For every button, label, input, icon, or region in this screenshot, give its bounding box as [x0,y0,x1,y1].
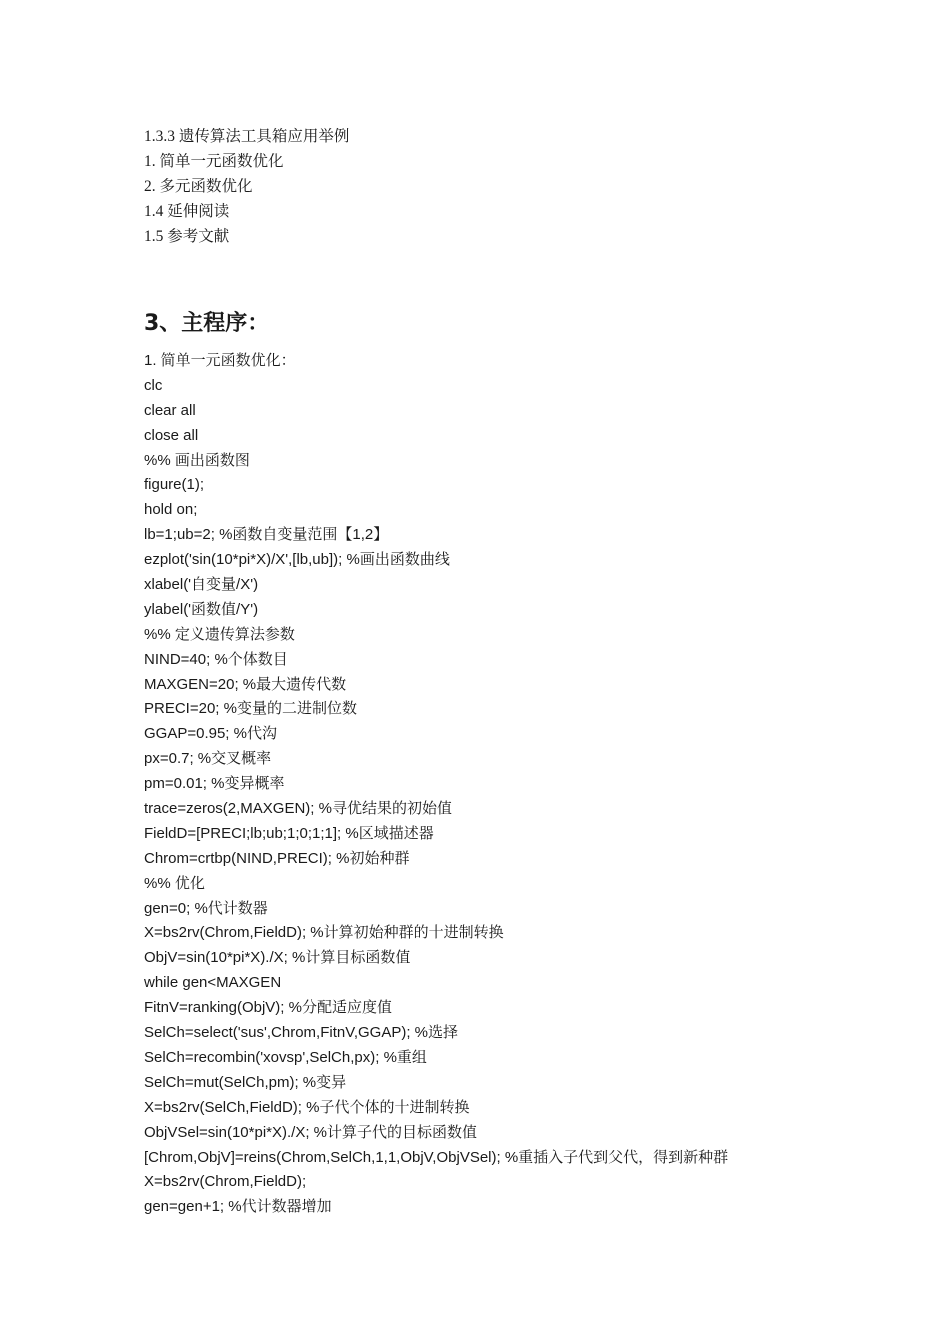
code-line: FitnV=ranking(ObjV); %分配适应度值 [144,999,392,1017]
code-line: ObjVSel=sin(10*pi*X)./X; %计算子代的目标函数值 [144,1123,478,1141]
code-line: hold on; [144,501,198,519]
code-line: %% 定义遗传算法参数 [144,625,295,643]
section-spacer [144,249,844,299]
code-line: close all [144,426,199,444]
code-line: px=0.7; %交叉概率 [144,750,272,768]
toc-item: 2. 多元函数优化 [144,178,253,195]
code-line: xlabel('自变量/X') [144,576,259,594]
code-line: pm=0.01; %变异概率 [144,775,285,793]
code-line: NIND=40; %个体数目 [144,650,288,668]
code-line: SelCh=select('sus',Chrom,FitnV,GGAP); %选择 [144,1024,459,1042]
code-line: gen=0; %代计数器 [144,899,268,917]
code-line: Chrom=crtbp(NIND,PRECI); %初始种群 [144,849,410,867]
code-line: PRECI=20; %变量的二进制位数 [144,700,357,718]
code-line: X=bs2rv(Chrom,FieldD); %计算初始种群的十进制转换 [144,924,504,942]
code-line: X=bs2rv(SelCh,FieldD); %子代个体的十进制转换 [144,1098,470,1116]
code-line: SelCh=mut(SelCh,pm); %变异 [144,1073,347,1091]
code-line: ObjV=sin(10*pi*X)./X; %计算目标函数值 [144,949,411,967]
code-line: X=bs2rv(Chrom,FieldD); [144,1173,307,1191]
code-line: SelCh=recombin('xovsp',SelCh,px); %重组 [144,1048,427,1066]
code-line: figure(1); [144,476,205,494]
toc-item: 1.5 参考文献 [144,228,230,245]
toc-list [144,124,844,249]
toc-item: 1.4 延伸阅读 [144,203,230,220]
code-line: %% 优化 [144,874,205,892]
code-line: gen=gen+1; %代计数器增加 [144,1198,332,1216]
section-heading: 3、主程序： [144,311,270,336]
code-line: [Chrom,ObjV]=reins(Chrom,SelCh,1,1,ObjV,ObjVSel); %重插入子代到父代，得到新种群 [144,1148,729,1166]
code-line: trace=zeros(2,MAXGEN); %寻优结果的初始值 [144,800,452,818]
code-line: clc [144,376,163,394]
code-line: 1. 简单一元函数优化： [144,352,296,369]
document-content [144,124,844,1220]
toc-item: 1.3.3 遗传算法工具箱应用举例 [144,128,350,145]
code-line: while gen<MAXGEN [144,974,282,992]
code-line: FieldD=[PRECI;lb;ub;1;0;1;1]; %区域描述器 [144,824,434,842]
code-line: ylabel('函数值/Y') [144,600,259,618]
code-line: lb=1;ub=2; %函数自变量范围【1,2】 [144,526,389,544]
code-line: %% 画出函数图 [144,451,250,469]
code-line: ezplot('sin(10*pi*X)/X',[lb,ub]); %画出函数曲线 [144,551,450,569]
code-listing [144,349,844,1220]
code-line: MAXGEN=20; %最大遗传代数 [144,675,347,693]
code-line: GGAP=0.95; %代沟 [144,725,277,743]
toc-item: 1. 简单一元函数优化 [144,153,284,170]
code-line: clear all [144,401,196,419]
